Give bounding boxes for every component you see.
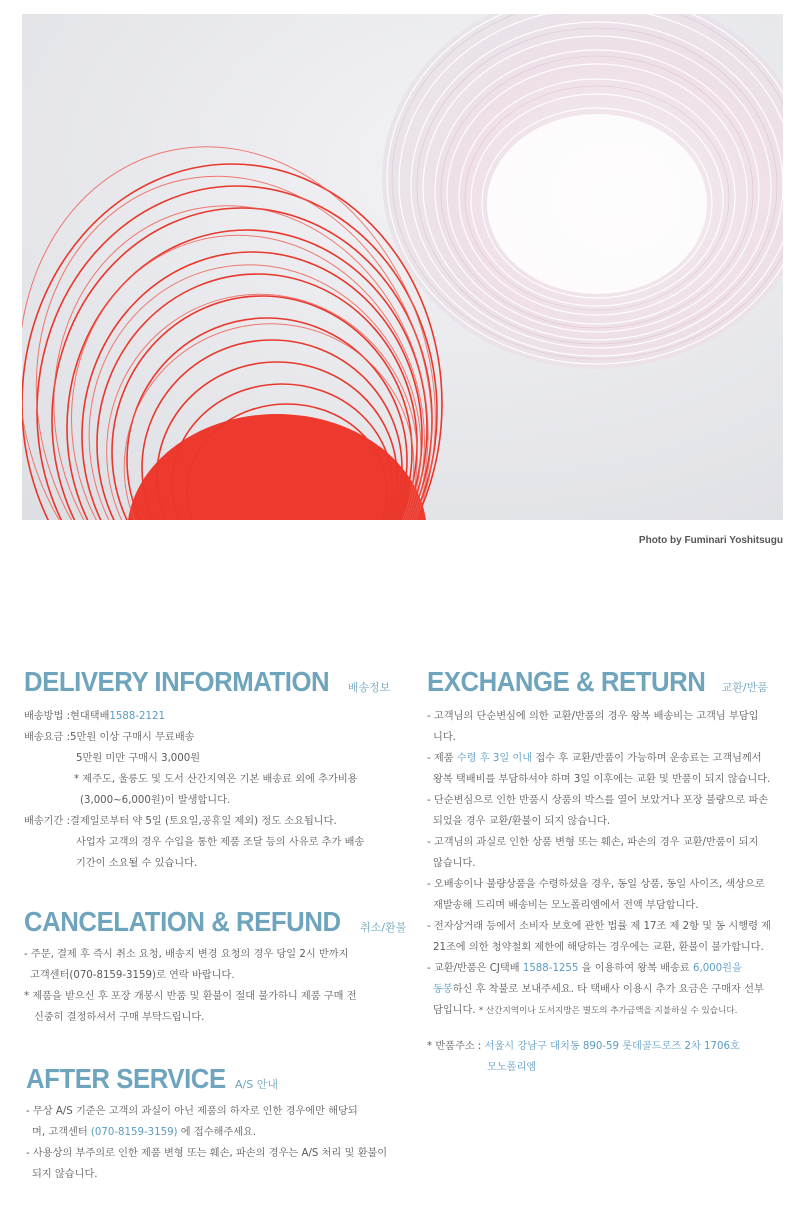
cancel-title: CANCELATION & REFUND [24,906,341,937]
delivery-fee-line1: 5만원 이상 구매시 무료배송 [70,732,195,743]
exchange-i4-l2: 않습니다. [433,858,476,869]
delivery-subtitle: 배송정보 [347,681,391,694]
cancel-section [24,906,407,1028]
exchange-i2-l1 [427,748,787,769]
exchange-i7-l1 [427,958,787,979]
delivery-period-line2: 사업자 고객의 경우 수입을 통한 제품 조달 등의 사유로 추가 배송 [76,837,365,848]
delivery-period-label: 배송기간 : [24,816,71,827]
exchange-i1-l1: - 고객님의 단순변심에 의한 교환/반품의 경우 왕복 배송비는 고객님 부담입 [427,711,759,722]
delivery-fee-label: 배송요금 : [24,732,71,743]
as-item2-line1: - 사용상의 부주의로 인한 제품 변형 또는 훼손, 파손의 경우는 A/S 처리 및 환불이 [26,1148,388,1159]
exchange-i2-highlight: 수령 후 3일 이내 [456,753,533,764]
cancel-item2-line2: 신중히 결정하셔서 구매 부탁드립니다. [34,1012,205,1023]
photo-credit: Photo by Fuminari Yoshitsugu [638,535,783,546]
delivery-period-line3: 기간이 소요될 수 있습니다. [76,858,198,869]
exchange-addr-label: * 반품주소 : [427,1041,485,1052]
as-phone: (070-8159-3159) [90,1127,178,1138]
cancel-subtitle: 취소/환불 [360,921,407,934]
exchange-i7-text-a: - 교환/반품은 CJ택배 [427,963,523,974]
exchange-i7-text-d: 담입니다. [433,1005,479,1016]
exchange-i5-l2: 재발송해 드리며 배송비는 모노폴리엠에서 전액 부담합니다. [433,900,699,911]
cancel-item1-line2: 고객센터(070-8159-3159)로 연락 바랍니다. [30,970,235,981]
delivery-fee-row [24,727,394,748]
exchange-fee-highlight: 6,000원을 [692,963,742,974]
exchange-section [427,666,787,1078]
as-item1-line2 [26,1122,396,1143]
delivery-method-label: 배송방법 : [24,711,71,722]
cancel-item2-line1: * 제품을 받으신 후 포장 개봉시 반품 및 환불이 절대 불가하니 제품 구매 전 [24,991,357,1002]
delivery-fee-note2: (3,000~6,000원)이 발생합니다. [80,795,231,806]
as-item2-line2: 되지 않습니다. [32,1169,98,1180]
delivery-method-row [24,706,394,727]
product-photo [22,14,783,520]
exchange-i3-l2: 되었을 경우 교환/환불이 되지 않습니다. [433,816,611,827]
exchange-i6-l2: 21조에 의한 청약철회 제한에 해당하는 경우에는 교환, 환불이 불가합니다. [433,942,764,953]
as-item1-text-b: 에 접수해주세요. [177,1127,257,1138]
delivery-period-line1: 결제일로부터 약 5일 (토요일,공휴일 제외) 정도 소요됩니다. [70,816,337,827]
exchange-subtitle: 교환/반품 [721,681,768,694]
exchange-addr-line2: 모노폴리엠 [487,1062,537,1073]
exchange-addr-text: 서울시 강남구 대치동 890-59 롯데골드로즈 2차 1706호 [484,1041,740,1052]
wire-bowls-illustration [22,14,783,520]
delivery-method-text: 현대택배 [70,711,110,722]
exchange-i7-note: * 산간지역이나 도서지방은 별도의 추가금액을 지불하실 수 있습니다. [478,1006,738,1016]
delivery-title: DELIVERY INFORMATION [24,666,330,697]
exchange-cj-phone: 1588-1255 [522,963,579,974]
delivery-body [24,706,394,874]
exchange-heading [427,666,787,698]
exchange-i4-l1: - 고객님의 과실로 인한 상품 변형 또는 훼손, 파손의 경우 교환/반품이 되지 [427,837,759,848]
exchange-i1-l2: 니다. [433,732,456,743]
as-item1-text-a: 며, 고객센터 [32,1127,91,1138]
as-item1-line1: - 무상 A/S 기준은 고객의 과실이 아닌 제품의 하자로 인한 경우에만 해당되 [26,1106,358,1117]
exchange-i3-l1: - 단순변심으로 인한 반품시 상품의 박스를 열어 보았거나 포장 불량으로 파손 [427,795,769,806]
delivery-fee-note1: * 제주도, 울릉도 및 도서 산간지역은 기본 배송료 외에 추가비용 [74,774,358,785]
exchange-body [427,706,787,1078]
exchange-enclose-highlight: 동봉 [433,984,453,995]
as-title: AFTER SERVICE [26,1063,226,1094]
exchange-i2-l2: 왕복 택배비를 부담하셔야 하며 3일 이후에는 교환 및 반품이 되지 않습니다. [433,774,771,785]
exchange-i7-l2 [427,979,787,1000]
exchange-i2-text-a: - 제품 [427,753,457,764]
delivery-fee-line2: 5만원 미만 구매시 3,000원 [76,753,201,764]
exchange-i7-text-c: 하신 후 착불로 보내주세요. 타 택배사 이용시 추가 요금은 구매자 선부 [452,984,764,995]
delivery-section [24,666,394,874]
exchange-addr-line1 [427,1036,787,1057]
delivery-period-row [24,811,394,832]
cancel-item1-line1: - 주문, 결제 후 즉시 취소 요청, 배송지 변경 요청의 경우 당일 2시 반까지 [24,949,349,960]
exchange-i7-l3 [427,1000,787,1022]
exchange-i2-text-b: 접수 후 교환/반품이 가능하며 운송료는 고객님께서 [532,753,762,764]
cancel-heading [24,906,407,938]
delivery-method-phone: 1588-2121 [109,711,165,722]
as-section [26,1063,396,1185]
delivery-heading [24,666,394,698]
exchange-i7-text-b: 을 이용하여 왕복 배송료 [578,963,693,974]
as-subtitle: A/S 안내 [235,1078,278,1091]
as-body [26,1101,396,1185]
as-heading [26,1063,396,1095]
exchange-i5-l1: - 오배송이나 불량상품을 수령하셨을 경우, 동일 상품, 동일 사이즈, 색상으로 [427,879,765,890]
exchange-title: EXCHANGE & RETURN [427,666,706,697]
exchange-i6-l1: - 전자상거래 등에서 소비자 보호에 관한 법률 제 17조 제 2항 및 동 시행령 제 [427,921,772,932]
cancel-body [24,944,394,1028]
